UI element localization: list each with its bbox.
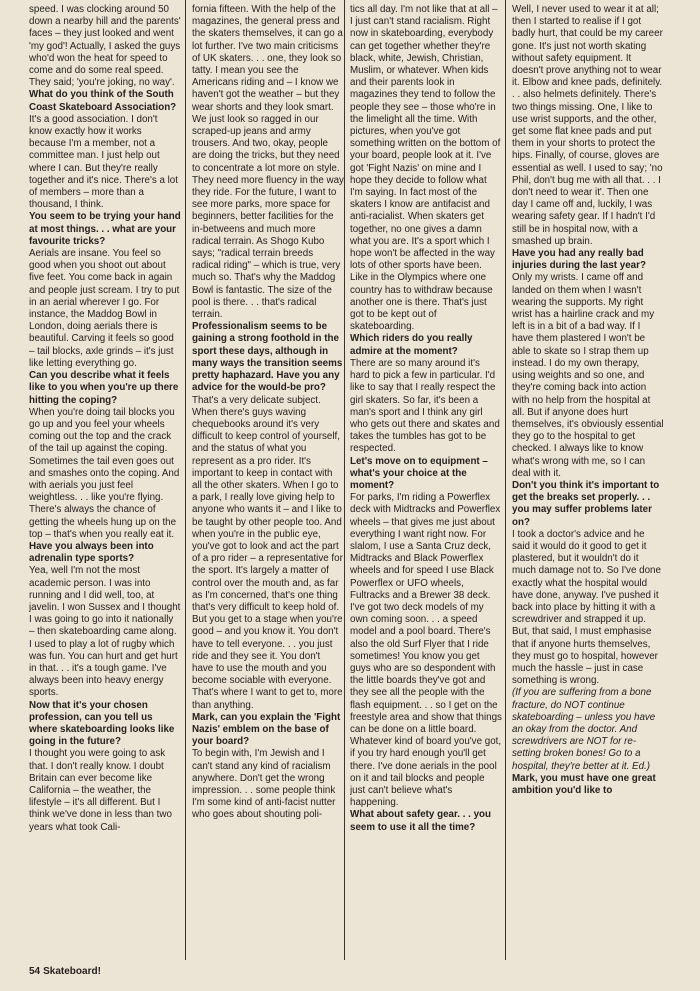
editor-note-paragraph: (If you are suffering from a bone fracture, do NOT continue skateboarding – unless you have an okay from the doctor. And screwdrivers are NOT for re-setting broken bones! Go to a hospital, they're better at it. Ed.)	[512, 687, 656, 772]
answer-paragraph: I took a doctor's advice and he said it would do it good to get it plastered, but it wouldn't do it much damage not to. So I've done exactly what the hospital would have done, anyway. I've pushed it back into place by hitting it with a screwdriver and strapped it up. But, that said, I must emphasise that if anyone hurts themselves, they must go to hospital, however much the hassle – just in case something is wrong.	[512, 528, 661, 687]
answer-paragraph: tics all day. I'm not like that at all – I just can't stand racialism. Right now in skateboarding, everybody can get together whether they're black, white, Jewish, Christian, Muslim, or whatever. When kids and their parents look in magazines they tend to follow the people they see – those who're in the limelight all the time. With pictures, when you've got something written on the bottom of your board, people look at it. I've got 'Fight Nazis' on mine and I hope they decide to follow what I'm saying. In fact most of the skaters I know are antifacist and anti-racialist. When skaters get together, no one gives a damn what you are. It's a sport which I hope won't be affected in the way lots of other sports have been. Like in the Olympics where one country has to withdraw because another one is there. That's just got to be kept out of skateboarding.	[350, 4, 501, 333]
question-paragraph: Have you had any really bad injuries during the last year?	[512, 248, 646, 272]
answer-paragraph: For parks, I'm riding a Powerflex deck with Midtracks and Powerflex wheels – that gives me just about everything I want right now. For slalom, I use a Santa Cruz deck, Midtracks and Black Powerflex wheels and for speed I use Black Powerflex or UFO wheels, Fultracks and a Brewer 38 deck. I've got two deck models of my own coming soon. . . a speed model and a pool board. There's also the old Surf Flyer that I ride sometimes! You know you get guys who are so despondent with the little boards they've got and they see all the people with the flash equipment. . . so I get on the freestyle area and show that things can be done on a little board. Whatever kind of board you've got, if you try hard enough you'll get there. I've done aerials in the pool on it and tail blocks and people just can't believe what's happening.	[350, 492, 502, 809]
question-paragraph: Don't you think it's important to get the breaks set properly. . . you may suffer problems later on?	[512, 479, 660, 528]
question-paragraph: Let's move on to equipment – what's your choice at the moment?	[350, 455, 488, 491]
answer-paragraph: To begin with, I'm Jewish and I can't stand any kind of racialism anywhere. Don't get the wrong impression. . . some people think I'm some kind of anti-facist nutter who goes about shouting poli-	[192, 748, 336, 821]
column-divider	[344, 0, 345, 960]
answer-paragraph: When you're doing tail blocks you go up and you feel your wheels coming out the top and the crack of the tail up against the coping. Sometimes the tail even goes out and smashes onto the coping. And with aerials you just feel weightless. . . like you're flying. There's always the chance of getting the wheels hung up on the top – that's when you really eat it.	[29, 406, 180, 540]
question-paragraph: Mark, can you explain the 'Fight Nazis' emblem on the base of your board?	[192, 711, 341, 748]
answer-paragraph: It's a good association. I don't know exactly how it works because I'm a member, not a committee man. I just help out where I can. But they're really together and it's nice. There's a lot of members – more than a thousand, I think.	[29, 113, 178, 211]
answer-paragraph: speed. I was clocking around 50 down a nearby hill and the parents' faces – they just looked and went 'my god'! Actually, I asked the guys who'd won the heat for speed to come and do some real speed. They said; 'you're joking, no way'.	[29, 4, 181, 89]
magazine-name: Skateboard!	[43, 966, 101, 977]
question-paragraph: What about safety gear. . . you seem to use it all the time?	[350, 809, 491, 833]
page-number: 54	[29, 966, 41, 977]
answer-paragraph: There are so many around it's hard to pick a few in particular. I'd like to say that I really respect the girl skaters. So far, it's been a man's sport and I think any girl who gets out there and skates and takes the tumbles has got to be respected.	[350, 357, 500, 455]
column-divider	[505, 0, 506, 960]
question-paragraph: Have you always been into adrenalin type sports?	[29, 540, 154, 565]
question-paragraph: Professionalism seems to be gaining a strong foothold in the sport these days, although in many ways the transition seems pretty haphazard. Have you any advice for the would-be pro?	[192, 321, 343, 394]
answer-paragraph: That's a very delicate subject. When there's guys waving chequebooks around it's very difficult to keep control of yourself, and the status of what you represent as a pro rider. It's important to keep in contact with all the other skaters. When I go to a park, I really love giving help to anyone who wants it – and I like to be taught by other people too. And when you're in the public eye, you've got to look and act the part of a pro rider – a representative for the sport. It's largely a matter of control over the mouth and, as far as I'm concerned, that's one thing that's very difficult to keep hold of. But you get to a stage when you're good – and you know it. You don't have to tell everyone. . . you just ride and they see it. You don't have to use the mouth and you become sociable with everyone. That's where I want to get to, more than anything.	[192, 394, 343, 711]
question-paragraph: You seem to be trying your hand at most things. . . what are your favourite tricks?	[29, 211, 181, 247]
answer-paragraph: Aerials are insane. You feel so good when you shoot out about five feet. You come back in again and people just scream. I try to put in an aerial wherever I go. For instance, the Maddog Bowl in London, doing aerials there is beautiful. Carving it feels so good – tail blocks, axle grinds – it's just like letting everything go.	[29, 248, 180, 369]
question-paragraph: Can you describe what it feels like to you when you're up there hitting the coping?	[29, 370, 179, 406]
text-column-2	[192, 4, 344, 960]
answer-paragraph: Well, I never used to wear it at all; then I started to realise if I got badly hurt, that could be my career gone. It's just not worth skating without safety equipment. It doesn't prove anything not to wear it. Elbow and knee pads, definitely. . . also helmets definitely. There's two things missing. One, I like to use wrist supports, and the other, get some flat knee pads and put them in your shorts to protect the hips. Finally, of course, gloves are essential as well. I used to say; 'no Phil, don't bug me with all that. . . I don't need to wear it'. Then one day I came off and, luckily, I was wearing safety gear. If I hadn't I'd still be in hospital now, with a smashed up brain.	[512, 4, 663, 247]
answer-paragraph: fornia fifteen. With the help of the magazines, the general press and the skaters themselves, it can go a lot further. I've two main criticisms of UK skaters. . . one, they look so tatty. I mean you see the Americans riding and – I know we haven't got the weather – but they wear shorts and they look smart. We just look so ragged in our scraped-up jeans and army trousers. And two, okay, people are doing the tricks, but they need to concentrate a lot more on style. They need more fluency in the way they ride. For the future, I want to see more parks, more space for beginners, better facilities for the in-betweens and much more radical terrain. As Shogo Kubo says; "radical terrain breeds radical riding" – which is true, very much so. That's why the Maddog Bowl is fantastic. The size of the pool is there. . . that's radical terrain.	[192, 4, 344, 321]
text-column-4	[512, 4, 664, 960]
question-paragraph: Which riders do you really admire at the moment?	[350, 333, 473, 357]
answer-paragraph: I thought you were going to ask that. I don't really know. I doubt Britain can ever become like California – the weather, the lifestyle – it's all different. But I think we've done in less than two years what took Cali-	[29, 748, 172, 833]
column-divider	[185, 0, 186, 960]
answer-paragraph: Only my wrists. I came off and landed on them when I wasn't wearing the supports. My right wrist has a hairline crack and my left is in a bit of a bad way. If I have them plastered I won't be able to skate so I strap them up instead. I do my own therapy, using weights and so one, and they're coming back into action with no help from the hospital at all. But if anyone does hurt themselves, it's obviously essential they go to the hospital to get checked. I always like to know what's wrong with me, so I can deal with it.	[512, 272, 664, 479]
question-paragraph: What do you think of the South Coast Skateboard Association?	[29, 89, 177, 113]
answer-paragraph: Yea, well I'm not the most academic person. I was into running and I did well, too, at javelin. I won Sussex and I thought I was going to go into it nationally – then skateboarding came along. I used to play a lot of rugby which was fun. You can hurt and get hurt in that. . . it's a tough game. I've always been into heavy energy sports.	[29, 565, 181, 699]
text-column-3	[350, 4, 502, 960]
text-column-1	[29, 4, 181, 960]
page-footer	[29, 966, 101, 977]
question-paragraph: Mark, you must have one great ambition you'd like to	[512, 772, 656, 796]
question-paragraph: Now that it's your chosen profession, can you tell us where skateboarding looks like going in the future?	[29, 699, 175, 748]
